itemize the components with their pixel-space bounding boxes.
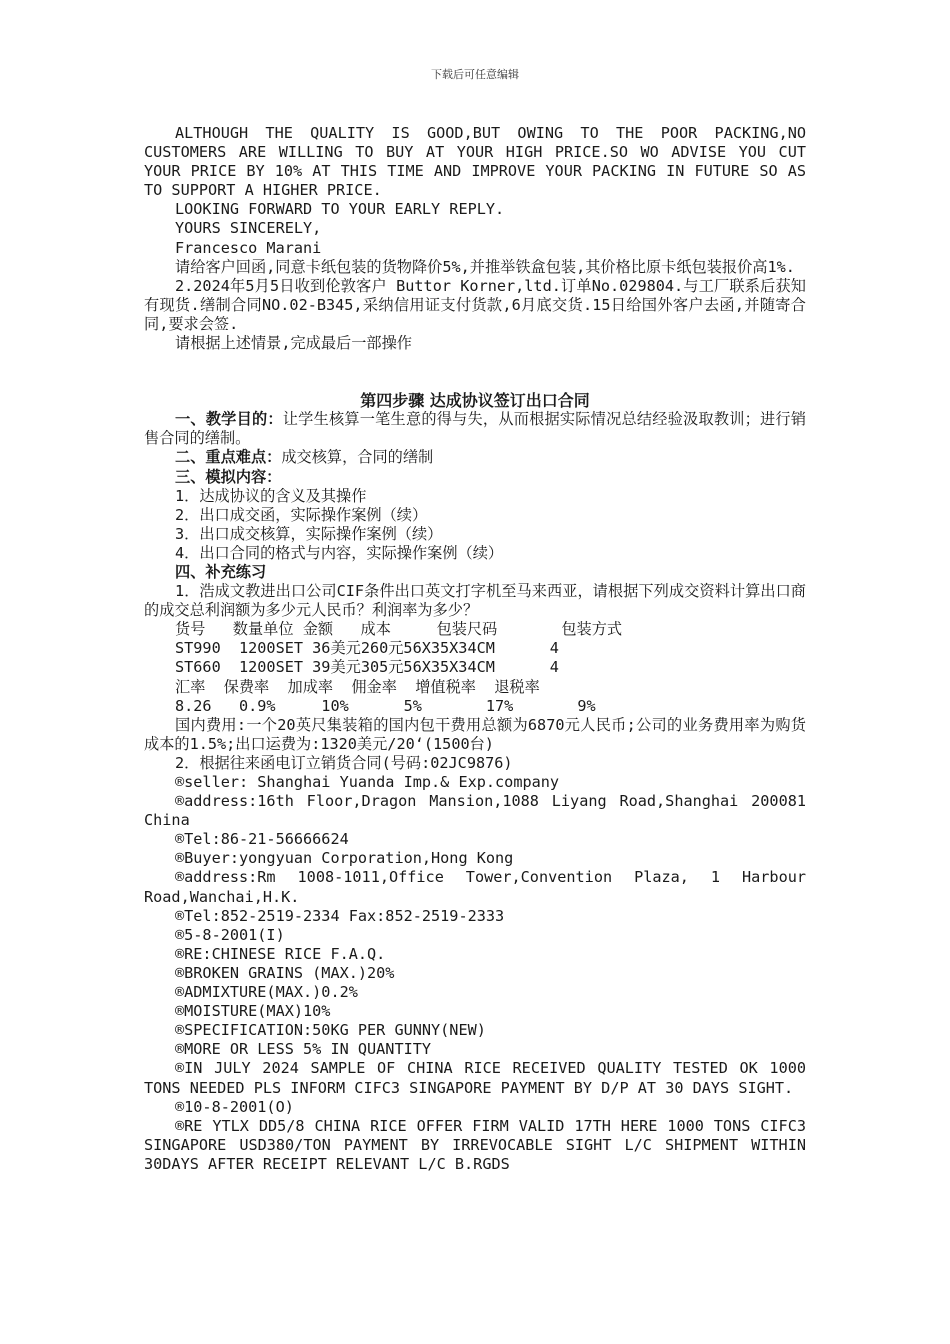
correspondence-line: ®MOISTURE(MAX)10% [175,1002,331,1021]
key-points-text: 成交核算，合同的缮制 [281,448,434,467]
letter-signature: Francesco Marani [175,238,322,257]
correspondence-line: ®RE:CHINESE RICE F.A.Q. [175,944,386,963]
exercise-2: 2．根据往来函电订立销货合同(号码:02JC9876) [175,753,513,772]
domestic-costs: 国内费用:一个20英尺集装箱的国内包干费用总额为6870元人民币;公司的业务费用率为购货成本的1.5%;出口运费为:1320美元/20‘(1500台) [144,715,806,753]
letter-salutation: YOURS SINCERELY, [175,219,322,238]
exercise-1: 1．浩成文教进出口公司CIF条件出口英文打字机至马来西亚，请根据下列成交资料计算出口商的成交总利润额为多少元人民币？利润率为多少？ [144,582,806,620]
teaching-goal [144,410,806,448]
correspondence-line: ®5-8-2001(I) [175,925,285,944]
correspondence-line: ®10-8-2001(O) [175,1097,294,1116]
teaching-goal-label: 一、教学目的： [175,410,283,429]
simulation-heading: 三、模拟内容： [175,467,282,486]
teaching-goal-text: 让学生核算一笔生意的得与失，从而根据实际情况总结经验汲取教训；进行销售合同的缮制。 [144,410,807,448]
correspondence-line: ®Tel:852-2519-2334 Fax:852-2519-2333 [175,906,505,925]
simulation-item: 2．出口成交函，实际操作案例（续） [175,505,428,524]
simulation-item: 4．出口合同的格式与内容，实际操作案例（续） [175,543,504,562]
exercise-heading: 四、补充练习 [175,562,267,581]
correspondence-line: ®MORE OR LESS 5% IN QUANTITY [175,1040,432,1059]
key-points [144,448,806,467]
section-title: 第四步骤 达成协议签订出口合同 [360,391,590,411]
simulation-item: 3．出口成交核算，实际操作案例（续） [175,524,443,543]
key-points-label: 二、重点难点： [175,448,282,467]
correspondence-line: ®IN JULY 2024 SAMPLE OF CHINA RICE RECEIVED QUALITY TESTED OK 1000 TONS NEEDED PLS INFORM CIFC3 SINGAPORE PAYMENT BY D/P AT 30 DAYS SIGHT. [144,1059,806,1097]
task-instruction: 请给客户回函,同意卡纸包装的货物降价5%,并推举铁盒包装,其价格比原卡纸包装报价高1%. [175,257,795,276]
table-row: ST660 1200SET 39美元305元56X35X34CM 4 [175,658,559,677]
page-header-note: 下载后可任意编辑 [431,68,519,81]
correspondence-line: ®seller: Shanghai Yuanda Imp.& Exp.company [175,773,560,791]
table-header: 货号 数量单位 金额 成本 包装尺码 包装方式 [175,620,623,639]
simulation-item: 1．达成协议的含义及其操作 [175,486,367,505]
correspondence-line: ®address:Rm 1008-1011,Office Tower,Convention Plaza, 1 Harbour Road,Wanchai,H.K. [144,868,806,906]
correspondence-line: ®BROKEN GRAINS (MAX.)20% [175,963,395,982]
task-scenario: 2.2024年5月5日收到伦敦客户 Buttor Korner,ltd.订单No.029804.与工厂联系后获知有现货.缮制合同NO.02-B345,采纳信用证支付货款,6月底交货.15日给国外客户去函,并随寄合同,要求会签. [144,276,806,333]
correspondence-line: ®address:16th Floor,Dragon Mansion,1088 Liyang Road,Shanghai 200081 China [144,792,806,830]
table-header: 汇率 保费率 加成率 佣金率 增值税率 退税率 [175,677,540,696]
document-body [144,124,806,1174]
correspondence-line: ®Buyer:yongyuan Corporation,Hong Kong [175,849,514,868]
letter-closing: LOOKING FORWARD TO YOUR EARLY REPLY. [175,200,505,219]
table-row: ST990 1200SET 36美元260元56X35X34CM 4 [175,639,559,658]
correspondence-line: ®SPECIFICATION:50KG PER GUNNY(NEW) [175,1021,486,1040]
correspondence-line: ®RE YTLX DD5/8 CHINA RICE OFFER FIRM VALID 17TH HERE 1000 TONS CIFC3 SINGAPORE USD380/TON PAYMENT BY IRREVOCABLE SIGHT L/C SHIPMENT WITHIN 30DAYS AFTER RECEIPT RELEVANT L/C B.RGDS [144,1116,806,1173]
task-instruction-final: 请根据上述情景,完成最后一部操作 [175,334,412,353]
letter-paragraph: ALTHOUGH THE QUALITY IS GOOD,BUT OWING TO THE POOR PACKING,NO CUSTOMERS ARE WILLING TO BUY AT YOUR HIGH PRICE.SO WO ADVISE YOU CUT YOUR PRICE BY 10% AT THIS TIME AND IMPROVE YOUR PACKING IN FUTURE SO AS TO SUPPORT A HIGHER PRICE. [144,124,806,200]
table-row: 8.26 0.9% 10% 5% 17% 9% [175,696,596,715]
correspondence-line: ®Tel:86-21-56666624 [175,830,349,849]
correspondence-line: ®ADMIXTURE(MAX.)0.2% [175,983,358,1002]
